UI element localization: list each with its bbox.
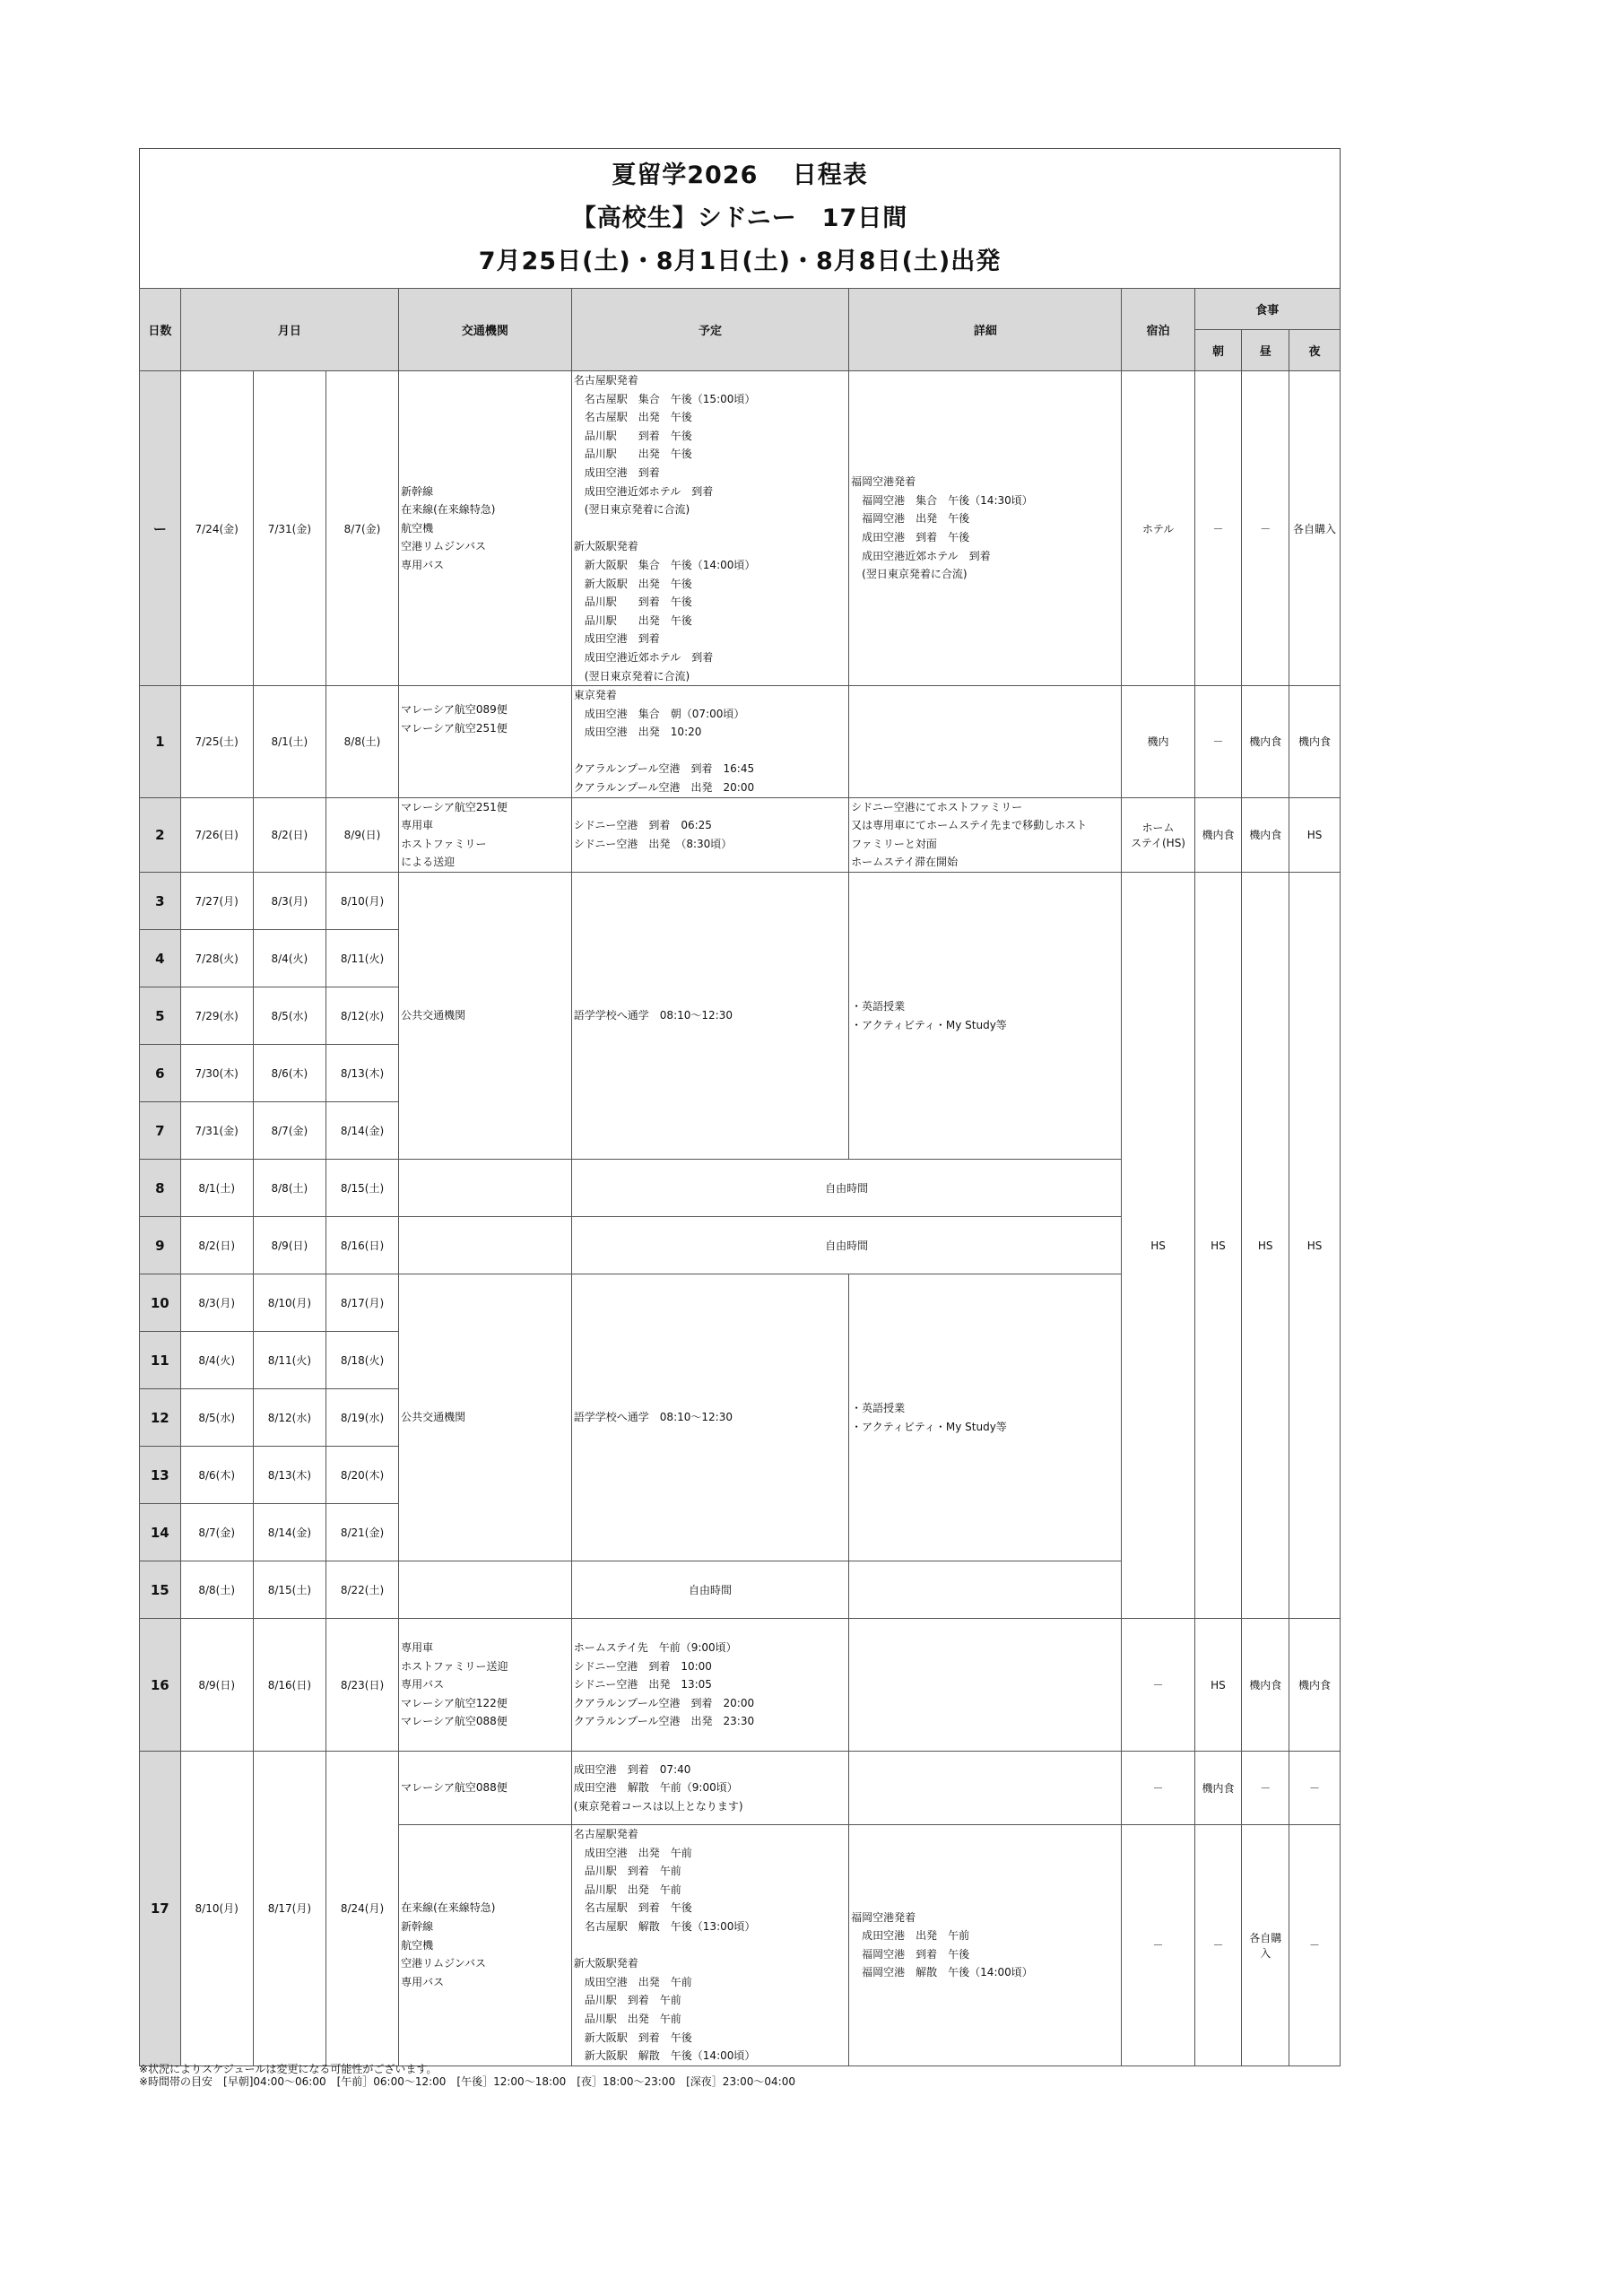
plan-cell [571, 1752, 848, 1825]
day-number: ー [140, 371, 181, 686]
cell-line: 新大阪駅発着 [573, 1957, 638, 1970]
date-cell: 7/31(金) [253, 371, 325, 686]
dinner-cell: HS [1289, 873, 1341, 1619]
title-line-2: 【高校生】シドニー 17日間 [571, 204, 908, 232]
date-cell: 8/21(金) [325, 1504, 398, 1561]
table-row [140, 873, 1341, 930]
transport-cell [399, 1561, 572, 1619]
date-cell: 8/15(土) [325, 1160, 398, 1217]
cell-line: 成田空港 出発 10:20 [573, 726, 702, 739]
day-number: 8 [140, 1160, 181, 1217]
cell-line: シドニー空港 到着 06:25 [573, 819, 712, 832]
cell-line: シドニー空港 到着 10:00 [573, 1659, 712, 1673]
date-cell: 7/30(木) [180, 1045, 253, 1102]
cell-line: 品川駅 出発 午後 [573, 613, 692, 627]
date-cell: 8/1(土) [253, 686, 325, 798]
date-cell: 8/16(日) [325, 1217, 398, 1274]
cell-line: 航空機 [401, 1938, 434, 1952]
cell-line: 在来線(在来線特急) [401, 503, 496, 517]
plan-cell [571, 797, 848, 872]
cell-line: 新大阪駅発着 [573, 540, 638, 553]
day-number: 6 [140, 1045, 181, 1102]
cell-line: クアラルンプール空港 出発 20:00 [573, 781, 755, 795]
dinner-cell: － [1289, 1752, 1341, 1825]
cell-line: 名古屋駅 到着 午後 [573, 1901, 692, 1915]
cell-line: (翌日東京発着に合流) [573, 503, 690, 517]
plan-cell: 自由時間 [571, 1217, 1122, 1274]
cell-line: 品川駅 到着 午前 [573, 1994, 681, 2007]
date-cell: 8/4(火) [253, 930, 325, 987]
date-cell: 8/9(日) [325, 797, 398, 872]
plan-cell [571, 1825, 848, 2066]
breakfast-cell: HS [1194, 873, 1242, 1619]
cell-line: 新大阪駅 出発 午後 [573, 577, 692, 590]
schedule-table [139, 288, 1341, 2066]
transport-cell [399, 686, 572, 798]
header-breakfast: 朝 [1194, 330, 1242, 371]
title-box [139, 148, 1341, 288]
date-cell: 7/29(水) [180, 987, 253, 1045]
header-stay: 宿泊 [1122, 289, 1194, 371]
date-cell: 8/14(金) [325, 1102, 398, 1160]
cell-line [574, 1936, 846, 1955]
cell-line: 成田空港 到着 07:40 [573, 1762, 691, 1776]
cell-line: 新大阪駅 集合 午後（14:00頃） [573, 558, 756, 571]
date-cell: 8/10(月) [253, 1274, 325, 1332]
cell-line: 成田空港 到着 [573, 465, 660, 479]
cell-line: 新幹線 [401, 1920, 434, 1933]
stay-cell: 機内 [1122, 686, 1194, 798]
header-detail: 詳細 [849, 289, 1122, 371]
date-cell: 8/12(水) [325, 987, 398, 1045]
day-number: 3 [140, 873, 181, 930]
day-number: 11 [140, 1332, 181, 1389]
cell-line: 品川駅 出発 午後 [573, 448, 692, 461]
detail-cell [849, 873, 1122, 1160]
date-cell: 8/17(月) [253, 1752, 325, 2066]
transport-cell [399, 1217, 572, 1274]
cell-line: 福岡空港 解散 午後（14:00頃） [851, 1966, 1033, 1979]
cell-line: 品川駅 出発 午前 [573, 2012, 681, 2025]
cell-line: 名古屋駅 解散 午後（13:00頃） [573, 1920, 756, 1933]
cell-line: 名古屋駅 集合 午後（15:00頃） [573, 392, 756, 405]
transport-cell [399, 1619, 572, 1752]
date-cell: 8/11(火) [325, 930, 398, 987]
table-row [140, 686, 1341, 798]
table-row [140, 371, 1341, 686]
cell-line: 又は専用車にてホームステイ先まで移動しホスト [851, 819, 1088, 832]
cell-line [574, 519, 846, 538]
transport-cell: 公共交通機関 [399, 873, 572, 1160]
transport-cell [399, 797, 572, 872]
cell-line: 名古屋駅発着 [573, 1828, 638, 1841]
footnotes [139, 2063, 795, 2088]
cell-line: による送迎 [401, 856, 456, 869]
date-cell: 8/7(金) [325, 371, 398, 686]
day-number: 9 [140, 1217, 181, 1274]
cell-line: ・英語授業 [851, 999, 906, 1013]
day-number: 2 [140, 797, 181, 872]
cell-line: 成田空港近郊ホテル 到着 [573, 650, 714, 664]
title-line-3: 7月25日(土)・8月1日(土)・8月8日(土)出発 [478, 247, 1002, 275]
note-line: ※時間帯の目安 [早朝]04:00～06:00 [午前］06:00～12:00 [午後］12:00～18:00 [夜］18:00～23:00 [深夜］23:00～04:00 [139, 2075, 795, 2088]
day-number: 15 [140, 1561, 181, 1619]
date-cell: 8/23(日) [325, 1619, 398, 1752]
cell-line: 名古屋駅 出発 午後 [573, 411, 692, 424]
date-cell: 8/5(水) [253, 987, 325, 1045]
header-meals: 食事 [1194, 289, 1340, 330]
cell-line: マレーシア航空088便 [401, 1781, 508, 1795]
day-number: 14 [140, 1504, 181, 1561]
lunch-cell: HS [1242, 873, 1289, 1619]
plan-cell [571, 686, 848, 798]
cell-line: 専用車 [401, 819, 434, 832]
cell-line: 成田空港 出発 午前 [851, 1929, 970, 1943]
plan-cell: 語学学校へ通学 08:10～12:30 [571, 1274, 848, 1561]
cell-line: マレーシア航空122便 [401, 1696, 508, 1709]
cell-line: 成田空港 到着 午後 [851, 531, 970, 544]
detail-cell [849, 1619, 1122, 1752]
date-cell: 8/1(土) [180, 1160, 253, 1217]
cell-line: マレーシア航空251便 [401, 800, 508, 813]
cell-line: 成田空港 集合 朝（07:00頃） [573, 707, 745, 720]
cell-line: 品川駅 到着 午後 [573, 596, 692, 609]
cell-line: 成田空港近郊ホテル 到着 [573, 484, 714, 498]
date-cell: 8/9(日) [180, 1619, 253, 1752]
table-row [140, 797, 1341, 872]
date-cell: 8/11(火) [253, 1332, 325, 1389]
cell-line: ホームステイ滞在開始 [851, 856, 959, 869]
plan-cell: 自由時間 [571, 1561, 848, 1619]
date-cell: 7/27(月) [180, 873, 253, 930]
cell-line: 福岡空港 出発 午後 [851, 512, 970, 526]
header-lunch: 昼 [1242, 330, 1289, 371]
cell-line: クアラルンプール空港 到着 20:00 [573, 1696, 755, 1709]
date-cell: 8/22(土) [325, 1561, 398, 1619]
date-cell: 8/8(土) [253, 1160, 325, 1217]
breakfast-cell: － [1194, 1825, 1242, 2066]
stay-cell: － [1122, 1825, 1194, 2066]
cell-line: 新大阪駅 到着 午後 [573, 2031, 692, 2044]
day-number: 17 [140, 1752, 181, 2066]
stay-cell: HS [1122, 873, 1194, 1619]
cell-line: マレーシア航空088便 [401, 1715, 508, 1728]
date-cell: 8/13(木) [253, 1447, 325, 1504]
stay-cell: － [1122, 1752, 1194, 1825]
header-transport: 交通機関 [399, 289, 572, 371]
date-cell: 8/2(日) [180, 1217, 253, 1274]
plan-cell: 自由時間 [571, 1160, 1122, 1217]
date-cell: 8/24(月) [325, 1752, 398, 2066]
date-cell: 8/19(水) [325, 1389, 398, 1447]
cell-line: 福岡空港発着 [851, 475, 916, 489]
header-plan: 予定 [571, 289, 848, 371]
breakfast-cell: － [1194, 371, 1242, 686]
date-cell: 8/6(木) [253, 1045, 325, 1102]
detail-cell [849, 1274, 1122, 1561]
cell-line: 品川駅 出発 午前 [573, 1883, 681, 1896]
cell-line: ホストファミリー送迎 [401, 1659, 508, 1673]
table-row [140, 1752, 1341, 1825]
detail-cell [849, 1561, 1122, 1619]
transport-cell [399, 371, 572, 686]
day-number: 7 [140, 1102, 181, 1160]
lunch-cell: 機内食 [1242, 1619, 1289, 1752]
cell-line: ・アクティビティ・My Study等 [851, 1420, 1007, 1433]
breakfast-cell: － [1194, 686, 1242, 798]
cell-line: シドニー空港 出発 （8:30頃） [573, 837, 733, 850]
cell-line: シドニー空港にてホストファミリー [851, 800, 1023, 813]
date-cell: 8/15(土) [253, 1561, 325, 1619]
date-cell: 8/17(月) [325, 1274, 398, 1332]
stay-cell: ホテル [1122, 371, 1194, 686]
date-cell: 8/9(日) [253, 1217, 325, 1274]
dinner-cell: 機内食 [1289, 1619, 1341, 1752]
date-cell: 8/8(土) [325, 686, 398, 798]
cell-line: 空港リムジンバス [401, 540, 486, 553]
day-number: 13 [140, 1447, 181, 1504]
cell-line: 専用バス [401, 1678, 445, 1692]
date-cell: 8/10(月) [325, 873, 398, 930]
detail-cell [849, 797, 1122, 872]
cell-line: 在来線(在来線特急) [401, 1901, 496, 1915]
day-number: 16 [140, 1619, 181, 1752]
date-cell: 8/12(水) [253, 1389, 325, 1447]
dinner-cell: 各自購入 [1289, 371, 1341, 686]
date-cell: 8/10(月) [180, 1752, 253, 2066]
cell-line: 専用車 [401, 1641, 434, 1655]
day-number: 12 [140, 1389, 181, 1447]
day-number: 4 [140, 930, 181, 987]
date-cell: 8/7(金) [180, 1504, 253, 1561]
table-row [140, 1619, 1341, 1752]
dinner-cell: 機内食 [1289, 686, 1341, 798]
detail-cell [849, 1825, 1122, 2066]
cell-line: 福岡空港 到着 午後 [851, 1947, 970, 1961]
date-cell: 8/5(水) [180, 1389, 253, 1447]
day-number: 10 [140, 1274, 181, 1332]
dinner-cell: － [1289, 1825, 1341, 2066]
note-line: ※状況によりスケジュールは変更になる可能性がございます。 [139, 2063, 438, 2075]
date-cell: 8/8(土) [180, 1561, 253, 1619]
date-cell: 7/28(火) [180, 930, 253, 987]
cell-line: 成田空港近郊ホテル 到着 [851, 549, 991, 562]
date-cell: 7/25(土) [180, 686, 253, 798]
cell-line: 新大阪駅 解散 午後（14:00頃） [573, 2049, 756, 2063]
cell-line: シドニー空港 出発 13:05 [573, 1678, 712, 1692]
lunch-cell: 各自購入 [1242, 1825, 1289, 2066]
date-cell: 8/13(木) [325, 1045, 398, 1102]
cell-line: ・英語授業 [851, 1401, 906, 1414]
cell-line: クアラルンプール空港 出発 23:30 [573, 1715, 755, 1728]
detail-cell [849, 371, 1122, 686]
cell-line: (東京発着コースは以上となります) [573, 1799, 743, 1813]
date-cell: 8/4(火) [180, 1332, 253, 1389]
transport-cell [399, 1160, 572, 1217]
date-cell: 8/16(日) [253, 1619, 325, 1752]
breakfast-cell: HS [1194, 1619, 1242, 1752]
breakfast-cell: 機内食 [1194, 797, 1242, 872]
stay-cell: ホーム ステイ(HS) [1122, 797, 1194, 872]
cell-line: 専用バス [401, 1975, 445, 1988]
transport-cell: 公共交通機関 [399, 1274, 572, 1561]
dinner-cell: HS [1289, 797, 1341, 872]
date-cell: 8/6(木) [180, 1447, 253, 1504]
cell-line: ホームステイ先 午前（9:00頃） [573, 1641, 737, 1655]
lunch-cell: 機内食 [1242, 686, 1289, 798]
cell-line: 品川駅 到着 午後 [573, 429, 692, 442]
date-cell: 8/14(金) [253, 1504, 325, 1561]
cell-line: 成田空港 解散 午前（9:00頃） [573, 1781, 738, 1795]
transport-cell [399, 1752, 572, 1825]
detail-cell [849, 1752, 1122, 1825]
cell-line: 成田空港 到着 [573, 632, 660, 646]
cell-line: 成田空港 出発 午前 [573, 1975, 692, 1988]
cell-line: 専用バス [401, 558, 445, 571]
plan-cell [571, 371, 848, 686]
cell-line: 東京発着 [573, 689, 617, 702]
cell-line: (翌日東京発着に合流) [573, 669, 690, 683]
cell-line: 成田空港 出発 午前 [573, 1846, 692, 1859]
cell-line: 新幹線 [401, 484, 434, 498]
date-cell: 7/24(金) [180, 371, 253, 686]
cell-line: ホストファミリー [401, 837, 487, 850]
cell-line: 福岡空港発着 [851, 1910, 916, 1924]
date-cell: 7/26(日) [180, 797, 253, 872]
cell-line: クアラルンプール空港 到着 16:45 [573, 762, 755, 776]
date-cell: 8/2(日) [253, 797, 325, 872]
cell-line: ・アクティビティ・My Study等 [851, 1018, 1007, 1031]
date-cell: 8/3(月) [180, 1274, 253, 1332]
plan-cell: 語学学校へ通学 08:10～12:30 [571, 873, 848, 1160]
cell-line: 空港リムジンバス [401, 1957, 486, 1970]
cell-line: 航空機 [401, 521, 434, 535]
header-date: 月日 [180, 289, 398, 371]
date-cell: 7/31(金) [180, 1102, 253, 1160]
breakfast-cell: 機内食 [1194, 1752, 1242, 1825]
header-day: 日数 [140, 289, 181, 371]
day-number: 5 [140, 987, 181, 1045]
detail-cell [849, 686, 1122, 798]
cell-line: 福岡空港 集合 午後（14:30頃） [851, 493, 1033, 507]
day-number: 1 [140, 686, 181, 798]
cell-line: マレーシア航空089便 [401, 703, 508, 717]
title-line-1: 夏留学2026 日程表 [612, 161, 868, 189]
lunch-cell: － [1242, 371, 1289, 686]
cell-line: ファミリーと対面 [851, 837, 937, 850]
cell-line: 名古屋駅発着 [573, 374, 638, 387]
cell-line: マレーシア航空251便 [401, 721, 508, 735]
date-cell: 8/7(金) [253, 1102, 325, 1160]
stay-cell: － [1122, 1619, 1194, 1752]
date-cell: 8/18(火) [325, 1332, 398, 1389]
cell-line: 品川駅 到着 午前 [573, 1865, 681, 1878]
date-cell: 8/3(月) [253, 873, 325, 930]
date-cell: 8/20(木) [325, 1447, 398, 1504]
transport-cell [399, 1825, 572, 2066]
cell-line [574, 742, 846, 761]
lunch-cell: － [1242, 1752, 1289, 1825]
header-dinner: 夜 [1289, 330, 1341, 371]
schedule-sheet [139, 148, 1341, 2066]
cell-line: (翌日東京発着に合流) [851, 568, 968, 581]
plan-cell [571, 1619, 848, 1752]
lunch-cell: 機内食 [1242, 797, 1289, 872]
